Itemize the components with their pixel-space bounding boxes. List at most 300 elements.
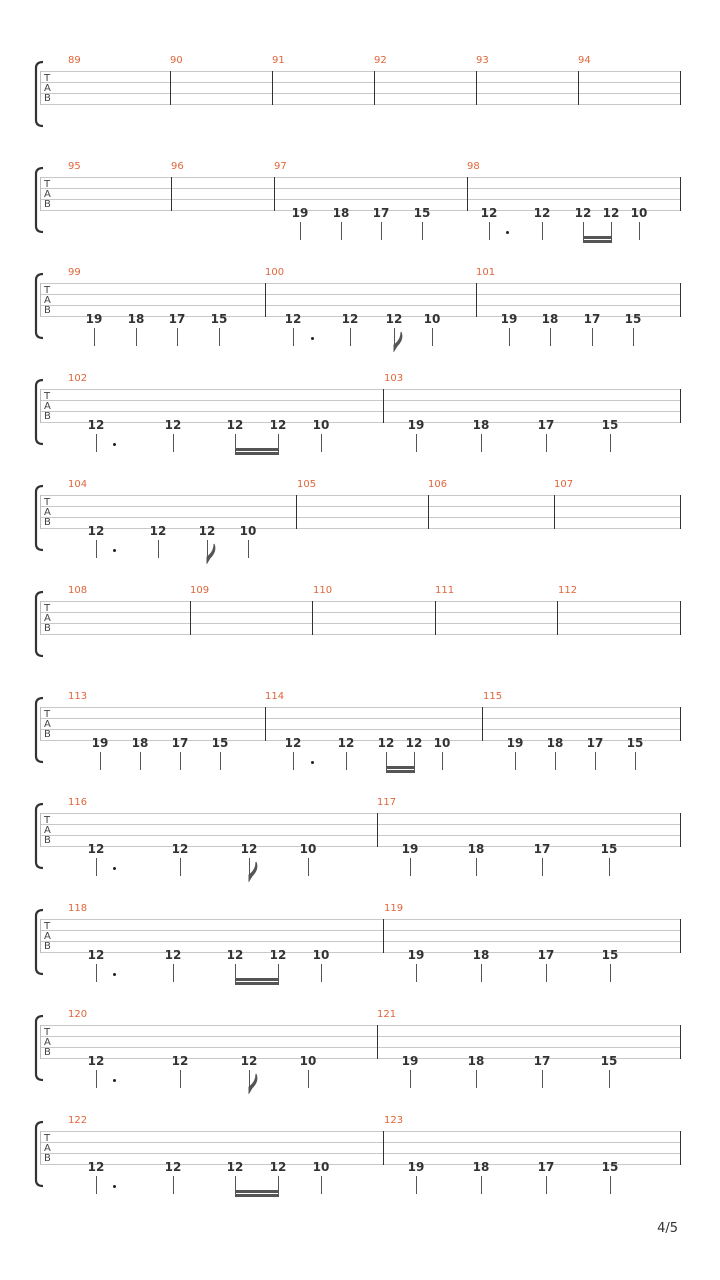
- tab-clef-letter: T: [44, 603, 51, 614]
- note-stem: [140, 752, 141, 770]
- fret-number: 18: [472, 418, 490, 432]
- note-stem: [639, 222, 640, 240]
- sixteenth-beam: [235, 1194, 279, 1197]
- start-barline: [40, 495, 41, 529]
- barline: [680, 1025, 681, 1059]
- sixteenth-beam: [386, 766, 415, 769]
- barline: [265, 707, 266, 741]
- note-stem: [308, 858, 309, 876]
- fret-number: 19: [85, 312, 103, 326]
- tab-system: [0, 585, 720, 691]
- fret-number: 12: [341, 312, 359, 326]
- staff-line: [40, 718, 681, 719]
- note-stem: [515, 752, 516, 770]
- fret-number: 15: [210, 312, 228, 326]
- tab-clef-letter: T: [44, 1027, 51, 1038]
- start-barline: [40, 601, 41, 635]
- eighth-flag-icon: [248, 860, 260, 882]
- fret-number: 12: [533, 206, 551, 220]
- barline: [190, 601, 191, 635]
- note-stem: [550, 328, 551, 346]
- staff-line: [40, 82, 681, 83]
- measure-number: 121: [377, 1009, 397, 1020]
- fret-number: 10: [312, 418, 330, 432]
- measure-number: 90: [170, 55, 183, 66]
- note-stem: [416, 434, 417, 452]
- measure-number: 108: [68, 585, 88, 596]
- barline: [557, 601, 558, 635]
- note-stem: [481, 434, 482, 452]
- staff-line: [40, 1036, 681, 1037]
- fret-number: 15: [600, 1054, 618, 1068]
- fret-number: 12: [269, 948, 287, 962]
- staff-line: [40, 601, 681, 602]
- staff-lines: [40, 1025, 681, 1058]
- fret-number: 15: [601, 948, 619, 962]
- fret-number: 10: [239, 524, 257, 538]
- note-stem: [96, 540, 97, 558]
- measure-number: 110: [313, 585, 333, 596]
- tab-clef-letter: T: [44, 497, 51, 508]
- start-barline: [40, 1025, 41, 1059]
- fret-number: 12: [87, 1160, 105, 1174]
- staff-line: [40, 1153, 681, 1154]
- barline: [265, 283, 266, 317]
- sixteenth-beam: [235, 452, 279, 455]
- fret-number: 15: [601, 1160, 619, 1174]
- note-stem: [321, 1176, 322, 1194]
- staff-lines: [40, 389, 681, 422]
- note-stem: [248, 540, 249, 558]
- measure-number: 102: [68, 373, 88, 384]
- augmentation-dot: [311, 337, 314, 340]
- tab-clef-letter: B: [44, 941, 51, 952]
- fret-number: 18: [127, 312, 145, 326]
- staff-lines: [40, 601, 681, 634]
- tab-clef-letter: B: [44, 623, 51, 634]
- tab-system: [0, 1009, 720, 1115]
- measure-number: 94: [578, 55, 591, 66]
- note-stem: [321, 434, 322, 452]
- note-stem: [381, 222, 382, 240]
- fret-number: 12: [377, 736, 395, 750]
- note-stem: [610, 1176, 611, 1194]
- staff-line: [40, 305, 681, 306]
- fret-number: 17: [533, 842, 551, 856]
- fret-number: 12: [164, 418, 182, 432]
- note-stem: [442, 752, 443, 770]
- barline: [680, 71, 681, 105]
- measure-number: 114: [265, 691, 285, 702]
- barline: [383, 1131, 384, 1165]
- note-stem: [136, 328, 137, 346]
- note-stem: [546, 434, 547, 452]
- fret-number: 10: [299, 842, 317, 856]
- note-stem: [609, 858, 610, 876]
- staff-line: [40, 188, 681, 189]
- fret-number: 18: [467, 1054, 485, 1068]
- fret-number: 15: [600, 842, 618, 856]
- measure-number: 115: [483, 691, 503, 702]
- staff-line: [40, 634, 681, 635]
- staff-lines: [40, 813, 681, 846]
- fret-number: 12: [171, 842, 189, 856]
- page-number: 4/5: [657, 1221, 678, 1236]
- note-stem: [489, 222, 490, 240]
- fret-number: 18: [332, 206, 350, 220]
- measure-number: 89: [68, 55, 81, 66]
- staff-line: [40, 835, 681, 836]
- fret-number: 19: [407, 948, 425, 962]
- fret-number: 12: [87, 418, 105, 432]
- note-stem: [609, 1070, 610, 1088]
- measure-number: 98: [467, 161, 480, 172]
- barline: [578, 71, 579, 105]
- tab-clef-letter: A: [44, 295, 51, 306]
- fret-number: 19: [401, 842, 419, 856]
- measure-number: 92: [374, 55, 387, 66]
- measure-number: 91: [272, 55, 285, 66]
- fret-number: 12: [164, 1160, 182, 1174]
- barline: [680, 601, 681, 635]
- fret-number: 12: [87, 524, 105, 538]
- tab-clef-letter: B: [44, 729, 51, 740]
- fret-number: 10: [433, 736, 451, 750]
- note-stem: [546, 1176, 547, 1194]
- eighth-flag-icon: [248, 1072, 260, 1094]
- measure-number: 120: [68, 1009, 88, 1020]
- staff-line: [40, 612, 681, 613]
- staff-line: [40, 71, 681, 72]
- tab-clef-letter: T: [44, 391, 51, 402]
- fret-number: 18: [131, 736, 149, 750]
- fret-number: 17: [537, 418, 555, 432]
- fret-number: 15: [624, 312, 642, 326]
- fret-number: 17: [372, 206, 390, 220]
- augmentation-dot: [113, 867, 116, 870]
- measure-number: 100: [265, 267, 285, 278]
- staff-line: [40, 104, 681, 105]
- note-stem: [341, 222, 342, 240]
- note-stem: [96, 1070, 97, 1088]
- barline: [680, 495, 681, 529]
- note-stem: [410, 1070, 411, 1088]
- note-stem: [173, 964, 174, 982]
- tab-clef-letter: T: [44, 709, 51, 720]
- note-stem: [100, 752, 101, 770]
- tab-clef-letter: T: [44, 921, 51, 932]
- fret-number: 19: [91, 736, 109, 750]
- staff-line: [40, 422, 681, 423]
- fret-number: 19: [500, 312, 518, 326]
- fret-number: 19: [407, 418, 425, 432]
- measure-number: 119: [384, 903, 404, 914]
- augmentation-dot: [113, 1079, 116, 1082]
- fret-number: 12: [574, 206, 592, 220]
- barline: [383, 389, 384, 423]
- tab-clef-letter: A: [44, 719, 51, 730]
- measure-number: 106: [428, 479, 448, 490]
- staff-line: [40, 1131, 681, 1132]
- fret-number: 12: [480, 206, 498, 220]
- fret-number: 18: [467, 842, 485, 856]
- tab-clef-letter: T: [44, 815, 51, 826]
- note-stem: [180, 858, 181, 876]
- tab-clef-letter: B: [44, 517, 51, 528]
- staff-line: [40, 294, 681, 295]
- tab-clef-letter: T: [44, 73, 51, 84]
- note-stem: [542, 858, 543, 876]
- note-stem: [300, 222, 301, 240]
- start-barline: [40, 177, 41, 211]
- measure-number: 117: [377, 797, 397, 808]
- fret-number: 15: [626, 736, 644, 750]
- tab-clef-letter: T: [44, 285, 51, 296]
- staff-line: [40, 941, 681, 942]
- barline: [476, 283, 477, 317]
- tab-clef-letter: B: [44, 411, 51, 422]
- fret-number: 17: [171, 736, 189, 750]
- fret-number: 15: [601, 418, 619, 432]
- note-stem: [219, 328, 220, 346]
- fret-number: 12: [385, 312, 403, 326]
- start-barline: [40, 1131, 41, 1165]
- staff-line: [40, 707, 681, 708]
- measure-number: 96: [171, 161, 184, 172]
- note-stem: [180, 752, 181, 770]
- barline: [554, 495, 555, 529]
- fret-number: 17: [586, 736, 604, 750]
- fret-number: 10: [312, 1160, 330, 1174]
- fret-number: 19: [506, 736, 524, 750]
- sixteenth-beam: [235, 978, 279, 981]
- tab-system: [0, 903, 720, 1009]
- sixteenth-beam: [583, 236, 612, 239]
- barline: [377, 813, 378, 847]
- note-stem: [173, 434, 174, 452]
- fret-number: 18: [541, 312, 559, 326]
- fret-number: 12: [240, 1054, 258, 1068]
- note-stem: [321, 964, 322, 982]
- fret-number: 12: [198, 524, 216, 538]
- fret-number: 17: [537, 948, 555, 962]
- note-stem: [293, 328, 294, 346]
- measure-number: 93: [476, 55, 489, 66]
- staff-lines: [40, 1131, 681, 1164]
- augmentation-dot: [506, 231, 509, 234]
- note-stem: [94, 328, 95, 346]
- staff-line: [40, 1047, 681, 1048]
- staff-line: [40, 1058, 681, 1059]
- tab-clef-letter: B: [44, 305, 51, 316]
- measure-number: 122: [68, 1115, 88, 1126]
- barline: [312, 601, 313, 635]
- start-barline: [40, 813, 41, 847]
- measure-number: 116: [68, 797, 88, 808]
- note-stem: [220, 752, 221, 770]
- barline: [428, 495, 429, 529]
- tab-clef-letter: A: [44, 931, 51, 942]
- tab-system: [0, 267, 720, 373]
- note-stem: [481, 1176, 482, 1194]
- measure-number: 101: [476, 267, 496, 278]
- start-barline: [40, 71, 41, 105]
- tab-clef-letter: B: [44, 835, 51, 846]
- fret-number: 12: [149, 524, 167, 538]
- note-stem: [555, 752, 556, 770]
- staff-line: [40, 93, 681, 94]
- staff-line: [40, 813, 681, 814]
- staff-line: [40, 1142, 681, 1143]
- fret-number: 12: [226, 418, 244, 432]
- sixteenth-beam: [235, 982, 279, 985]
- fret-number: 19: [291, 206, 309, 220]
- staff-line: [40, 1164, 681, 1165]
- fret-number: 12: [171, 1054, 189, 1068]
- note-stem: [546, 964, 547, 982]
- note-stem: [293, 752, 294, 770]
- tab-clef-letter: A: [44, 825, 51, 836]
- start-barline: [40, 283, 41, 317]
- note-stem: [542, 1070, 543, 1088]
- barline: [680, 919, 681, 953]
- staff-line: [40, 623, 681, 624]
- note-stem: [410, 858, 411, 876]
- staff-line: [40, 199, 681, 200]
- fret-number: 12: [337, 736, 355, 750]
- barline: [274, 177, 275, 211]
- sixteenth-beam: [583, 240, 612, 243]
- staff-line: [40, 729, 681, 730]
- staff-line: [40, 177, 681, 178]
- barline: [296, 495, 297, 529]
- note-stem: [346, 752, 347, 770]
- start-barline: [40, 389, 41, 423]
- fret-number: 17: [537, 1160, 555, 1174]
- barline: [680, 813, 681, 847]
- barline: [482, 707, 483, 741]
- measure-number: 111: [435, 585, 455, 596]
- measure-number: 107: [554, 479, 574, 490]
- fret-number: 12: [87, 1054, 105, 1068]
- barline: [374, 71, 375, 105]
- fret-number: 18: [472, 948, 490, 962]
- measure-number: 112: [558, 585, 578, 596]
- fret-number: 12: [226, 1160, 244, 1174]
- fret-number: 12: [284, 736, 302, 750]
- fret-number: 12: [164, 948, 182, 962]
- staff-lines: [40, 919, 681, 952]
- eighth-flag-icon: [393, 330, 405, 352]
- note-stem: [610, 434, 611, 452]
- tab-clef-letter: B: [44, 93, 51, 104]
- measure-number: 103: [384, 373, 404, 384]
- fret-number: 19: [407, 1160, 425, 1174]
- note-stem: [476, 858, 477, 876]
- note-stem: [350, 328, 351, 346]
- fret-number: 12: [226, 948, 244, 962]
- barline: [467, 177, 468, 211]
- measure-number: 118: [68, 903, 88, 914]
- tab-clef-letter: A: [44, 613, 51, 624]
- tab-system: [0, 161, 720, 267]
- tab-clef-letter: B: [44, 1047, 51, 1058]
- note-stem: [96, 434, 97, 452]
- measure-number: 97: [274, 161, 287, 172]
- tab-system: [0, 1115, 720, 1221]
- staff-line: [40, 528, 681, 529]
- start-barline: [40, 707, 41, 741]
- measure-number: 105: [297, 479, 317, 490]
- tab-clef-letter: A: [44, 1037, 51, 1048]
- barline: [377, 1025, 378, 1059]
- tab-system: [0, 691, 720, 797]
- augmentation-dot: [113, 973, 116, 976]
- fret-number: 10: [630, 206, 648, 220]
- note-stem: [158, 540, 159, 558]
- tab-clef-letter: A: [44, 189, 51, 200]
- barline: [680, 707, 681, 741]
- tab-system: [0, 55, 720, 161]
- fret-number: 10: [299, 1054, 317, 1068]
- staff-line: [40, 846, 681, 847]
- tab-clef-letter: A: [44, 507, 51, 518]
- barline: [680, 283, 681, 317]
- staff-lines: [40, 71, 681, 104]
- note-stem: [476, 1070, 477, 1088]
- tab-clef-letter: A: [44, 83, 51, 94]
- tab-clef-letter: T: [44, 1133, 51, 1144]
- measure-number: 104: [68, 479, 88, 490]
- note-stem: [416, 1176, 417, 1194]
- barline: [272, 71, 273, 105]
- staff-line: [40, 952, 681, 953]
- staff-line: [40, 517, 681, 518]
- fret-number: 12: [240, 842, 258, 856]
- staff-line: [40, 1025, 681, 1026]
- note-stem: [633, 328, 634, 346]
- sixteenth-beam: [235, 448, 279, 451]
- staff-line: [40, 283, 681, 284]
- barline: [171, 177, 172, 211]
- tab-system: [0, 479, 720, 585]
- sixteenth-beam: [386, 770, 415, 773]
- augmentation-dot: [113, 1185, 116, 1188]
- tab-system: [0, 373, 720, 479]
- staff-line: [40, 411, 681, 412]
- note-stem: [173, 1176, 174, 1194]
- staff-line: [40, 400, 681, 401]
- note-stem: [592, 328, 593, 346]
- note-stem: [308, 1070, 309, 1088]
- staff-line: [40, 824, 681, 825]
- sixteenth-beam: [235, 1190, 279, 1193]
- barline: [435, 601, 436, 635]
- fret-number: 17: [583, 312, 601, 326]
- fret-number: 12: [602, 206, 620, 220]
- note-stem: [96, 858, 97, 876]
- measure-number: 99: [68, 267, 81, 278]
- note-stem: [96, 1176, 97, 1194]
- staff-line: [40, 495, 681, 496]
- barline: [680, 177, 681, 211]
- fret-number: 19: [401, 1054, 419, 1068]
- staff-lines: [40, 495, 681, 528]
- note-stem: [595, 752, 596, 770]
- note-stem: [432, 328, 433, 346]
- fret-number: 12: [284, 312, 302, 326]
- staff-line: [40, 930, 681, 931]
